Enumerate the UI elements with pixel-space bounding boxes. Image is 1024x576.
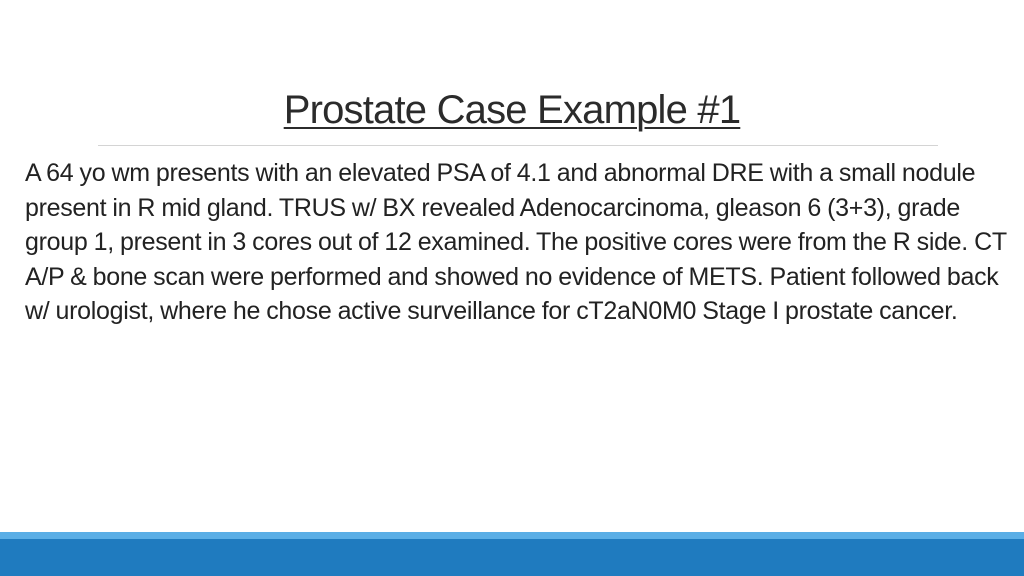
footer-accent-stripe (0, 532, 1024, 539)
title-divider (98, 145, 938, 146)
footer-main-stripe (0, 539, 1024, 576)
footer-bar (0, 532, 1024, 576)
slide-body-text: A 64 yo wm presents with an elevated PSA of 4.1 and abnormal DRE with a small nodule present in R mid gland. TRUS w/ BX revealed Adenocarcinoma, gleason 6 (3+3), grade group 1, present in 3 cores out of 12 examined. The positive cores were from the R side. CT A/P & bone scan were performed and showed no evidence of METS. Patient followed back w/ urologist, where he chose active surveillance for cT2aN0M0 Stage I prostate cancer. (25, 159, 1007, 326)
slide-title: Prostate Case Example #1 (283, 88, 741, 132)
